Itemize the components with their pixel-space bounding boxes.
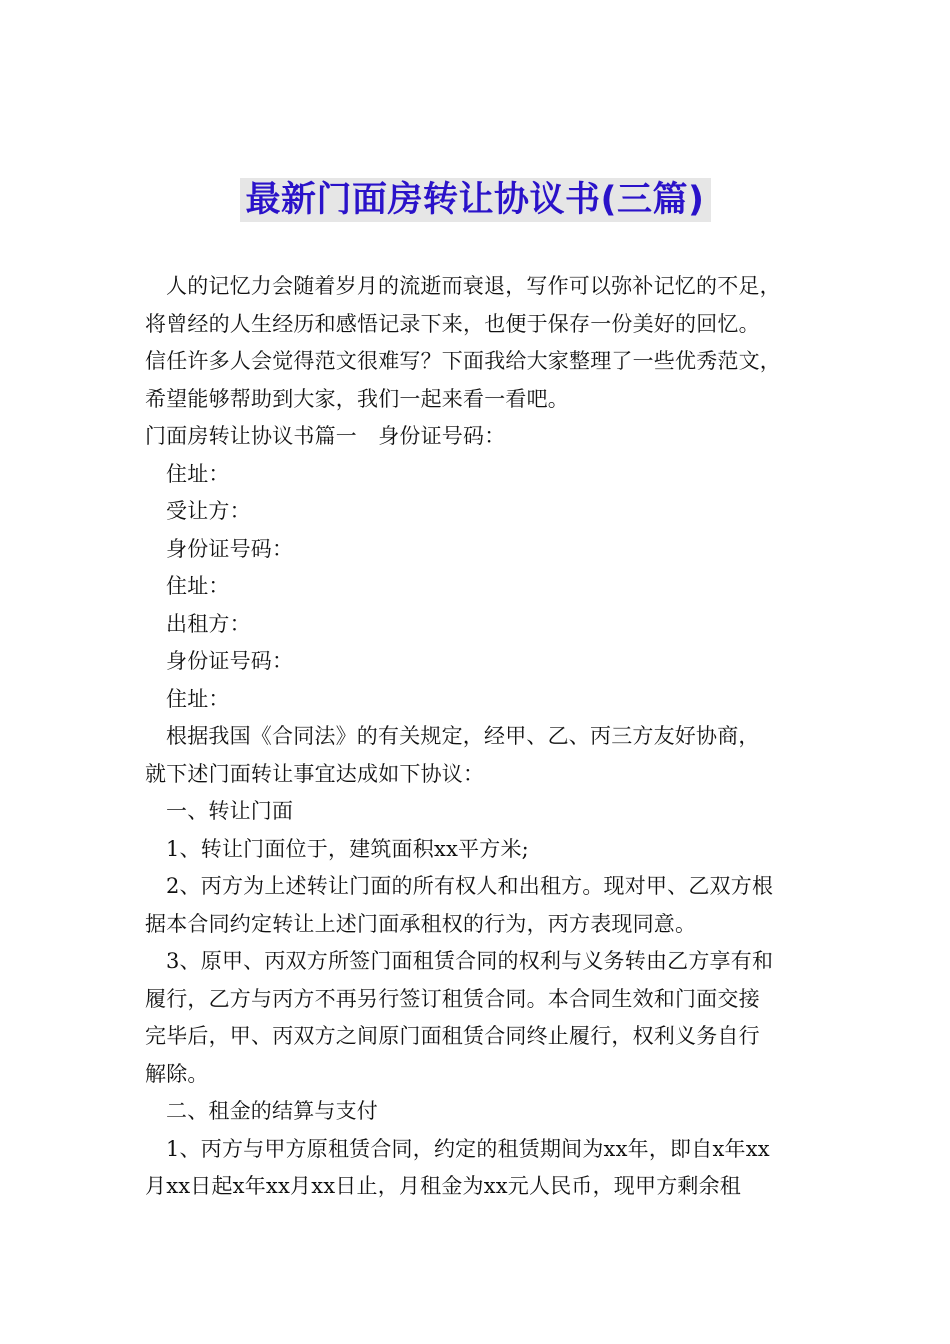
clause-line: 1、转让门面位于，建筑面积xx平方米; xyxy=(166,836,529,861)
clause-line: 3、原甲、丙双方所签门面租赁合同的权利与义务转由乙方享有和 xyxy=(166,949,774,973)
document-body xyxy=(145,268,835,1206)
field-label: 身份证号码： xyxy=(166,536,294,561)
clause-heading: 二、租金的结算与支付 xyxy=(166,1099,378,1123)
clause-line: 完毕后，甲、丙双方之间原门面租赁合同终止履行，权利义务自行 xyxy=(145,1024,760,1048)
field-label: 住址： xyxy=(166,574,230,598)
section-heading-line: 门面房转让协议书篇一 身份证号码： xyxy=(145,424,506,448)
field-label: 出租方： xyxy=(166,611,251,636)
field-label: 身份证号码： xyxy=(166,649,294,673)
paragraph-line: 信任许多人会觉得范文很难写？下面我给大家整理了一些优秀范文， xyxy=(145,349,781,373)
paragraph-line: 将曾经的人生经历和感悟记录下来，也便于保存一份美好的回忆。 xyxy=(145,311,760,336)
clause-line: 月xx日起x年xx月xx日止，月租金为xx元人民币，现甲方剩余租 xyxy=(145,1174,741,1198)
field-label: 住址： xyxy=(166,686,230,711)
clause-line: 解除。 xyxy=(145,1061,209,1086)
clause-line: 2、丙方为上述转让门面的所有权人和出租方。现对甲、乙双方根 xyxy=(166,874,774,898)
clause-heading: 一、转让门面 xyxy=(166,799,294,823)
paragraph-line: 希望能够帮助到大家，我们一起来看一看吧。 xyxy=(145,386,569,411)
paragraph-line: 人的记忆力会随着岁月的流逝而衰退，写作可以弥补记忆的不足， xyxy=(166,274,781,298)
paragraph-line: 根据我国《合同法》的有关规定，经甲、乙、丙三方友好协商， xyxy=(166,724,760,748)
clause-line: 据本合同约定转让上述门面承租权的行为，丙方表现同意。 xyxy=(145,911,697,936)
document-title: 最新门面房转让协议书(三篇) xyxy=(240,178,711,222)
clause-line: 履行，乙方与丙方不再另行签订租赁合同。本合同生效和门面交接 xyxy=(145,986,760,1011)
paragraph-line: 就下述门面转让事宜达成如下协议： xyxy=(145,761,485,786)
title-container xyxy=(0,178,950,222)
field-label: 住址： xyxy=(166,461,230,486)
field-label: 受让方： xyxy=(166,499,251,523)
clause-line: 1、丙方与甲方原租赁合同，约定的租赁期间为xx年，即自x年xx xyxy=(166,1136,770,1161)
